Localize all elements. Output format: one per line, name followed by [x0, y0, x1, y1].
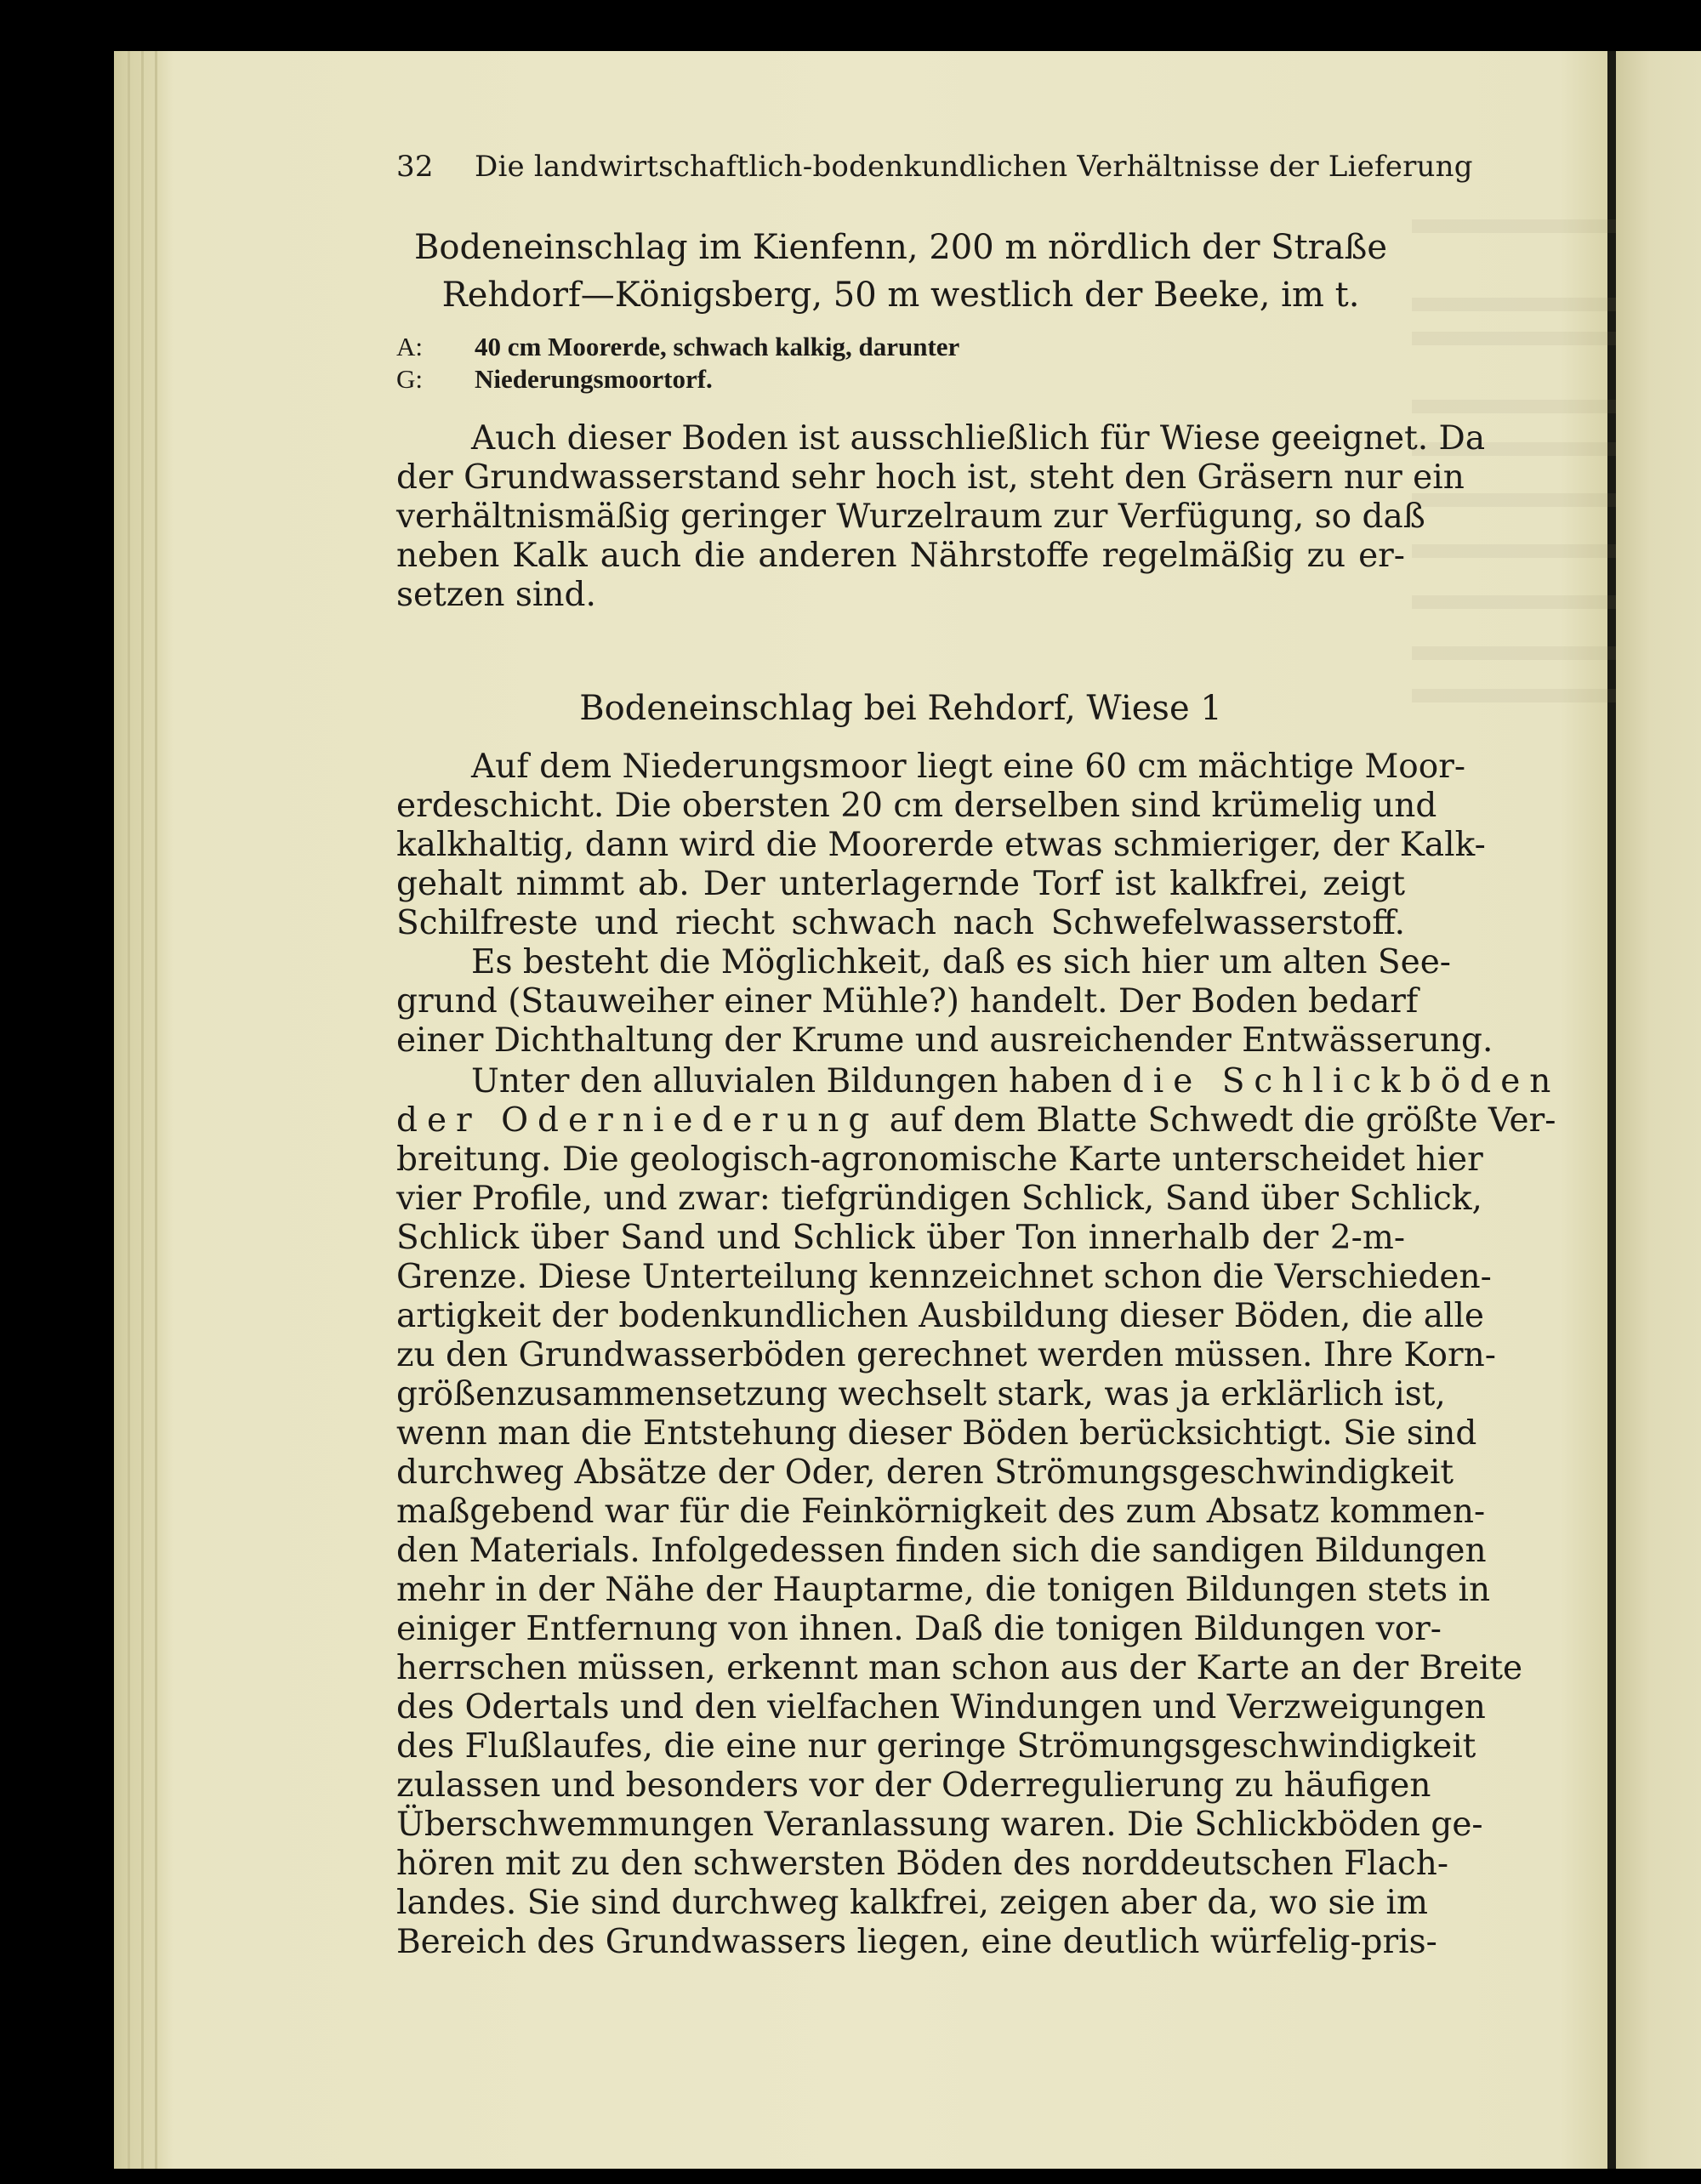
paragraph-line: vier Profile, und zwar: tiefgründigen Schlick, Sand über Schlick,: [396, 1180, 1482, 1218]
paragraph-line: Schilfreste und riecht schwach nach Schwefelwasserstoff.: [396, 904, 1405, 942]
paragraph-line: Bereich des Grundwassers liegen, eine deutlich würfelig-pris-: [396, 1923, 1437, 1961]
paragraph-line: mehr in der Nähe der Hauptarme, die tonigen Bildungen stets in: [396, 1571, 1491, 1609]
paragraph-line: einiger Entfernung von ihnen. Daß die tonigen Bildungen vor-: [396, 1610, 1442, 1648]
show-through-text: [1412, 544, 1616, 558]
running-head: [396, 150, 1473, 184]
horizon-code: A:: [396, 332, 423, 361]
paragraph-line: erdeschicht. Die obersten 20 cm derselben sind krümelig und: [396, 787, 1437, 825]
horizon-description: Niederungsmoortorf.: [475, 364, 713, 394]
paragraph-line: Schlick über Sand und Schlick über Ton innerhalb der 2-m-: [396, 1219, 1405, 1257]
paragraph-line: des Odertals und den vielfachen Windungen und Verzweigungen: [396, 1688, 1486, 1726]
paragraph-line: einer Dichthaltung der Krume und ausreichender Entwässerung.: [396, 1021, 1493, 1060]
text-run: Unter den alluvialen Bildungen haben: [471, 1062, 1112, 1101]
page-edge-line: [128, 51, 130, 2169]
paragraph-line: artigkeit der bodenkundlichen Ausbildung dieser Böden, die alle: [396, 1297, 1485, 1335]
running-head-title: Die landwirtschaftlich-bodenkundlichen Verhältnisse der Lieferung: [475, 150, 1473, 184]
paragraph-line: Auch dieser Boden ist ausschließlich für Wiese geeignet. Da: [471, 419, 1486, 458]
paragraph-line: Auf dem Niederungsmoor liegt eine 60 cm mächtige Moor-: [471, 748, 1466, 786]
show-through-text: [1412, 298, 1616, 311]
soil-profile-row: [396, 364, 713, 395]
section-heading-line: Rehdorf—Königsberg, 50 m westlich der Beeke, im t.: [441, 276, 1360, 315]
paragraph-line: größenzusammensetzung wechselt stark, was ja erklärlich ist,: [396, 1375, 1446, 1413]
paragraph-line: wenn man die Entstehung dieser Böden berücksichtigt. Sie sind: [396, 1414, 1477, 1453]
section-heading-line: Bodeneinschlag im Kienfenn, 200 m nördlich der Straße: [413, 228, 1388, 267]
page-stack-edge: [114, 51, 174, 2169]
show-through-text: [1412, 689, 1616, 702]
horizon-code: G:: [396, 364, 423, 394]
paragraph-line: durchweg Absätze der Oder, deren Strömungsgeschwindigkeit: [396, 1453, 1454, 1492]
paragraph-line: maßgebend war für die Feinkörnigkeit des zum Absatz kommen-: [396, 1493, 1486, 1531]
book-gutter: [1607, 51, 1616, 2169]
show-through-text: [1412, 332, 1616, 345]
page-edge-line: [155, 51, 157, 2169]
paragraph-line: Es besteht die Möglichkeit, daß es sich hier um alten See-: [471, 943, 1451, 981]
paragraph-line: landes. Sie sind durchweg kalkfrei, zeigen aber da, wo sie im: [396, 1884, 1428, 1922]
show-through-text: [1412, 595, 1616, 609]
paragraph-line: des Flußlaufes, die eine nur geringe Strömungsgeschwindigkeit: [396, 1727, 1476, 1766]
horizon-description: 40 cm Moorerde, schwach kalkig, darunter: [475, 332, 960, 361]
soil-profile-row: [396, 332, 959, 362]
paragraph-line: breitung. Die geologisch-agronomische Karte unterscheidet hier: [396, 1140, 1483, 1179]
show-through-text: [1412, 646, 1616, 660]
paragraph-line: grund (Stauweiher einer Mühle?) handelt. Der Boden bedarf: [396, 982, 1419, 1021]
paragraph-line: [396, 1062, 1561, 1101]
page-number: 32: [396, 150, 434, 184]
show-through-text: [1412, 219, 1616, 233]
show-through-text: [1412, 400, 1616, 413]
paragraph-line: gehalt nimmt ab. Der unterlagernde Torf ist kalkfrei, zeigt: [396, 865, 1405, 903]
facing-page-edge: [1616, 51, 1701, 2169]
paragraph-line: zu den Grundwasserböden gerechnet werden müssen. Ihre Korn-: [396, 1336, 1496, 1374]
page-edge-line: [141, 51, 144, 2169]
paragraph-line: zulassen und besonders vor der Oderregulierung zu häufigen: [396, 1766, 1431, 1805]
paragraph-line: setzen sind.: [396, 576, 596, 614]
spaced-emphasis: der Oderniederung: [396, 1101, 879, 1140]
paragraph-line: hören mit zu den schwersten Böden des norddeutschen Flach-: [396, 1845, 1449, 1883]
spaced-emphasis: die Schlickböden: [1122, 1062, 1561, 1101]
paragraph-line: Grenze. Diese Unterteilung kennzeichnet schon die Verschieden-: [396, 1258, 1492, 1296]
paragraph-line: kalkhaltig, dann wird die Moorerde etwas schmieriger, der Kalk-: [396, 826, 1486, 864]
paragraph-line: der Grundwasserstand sehr hoch ist, steht den Gräsern nur ein: [396, 458, 1465, 497]
paragraph-line: den Materials. Infolgedessen finden sich die sandigen Bildungen: [396, 1532, 1487, 1570]
text-run: auf dem Blatte Schwedt die größte Ver-: [889, 1101, 1556, 1140]
paragraph-line: [396, 1101, 1556, 1140]
paragraph-line: verhältnismäßig geringer Wurzelraum zur Verfügung, so daß: [396, 498, 1425, 536]
paragraph-line: herrschen müssen, erkennt man schon aus der Karte an der Breite: [396, 1649, 1523, 1687]
paragraph-line: neben Kalk auch die anderen Nährstoffe regelmäßig zu er-: [396, 537, 1405, 575]
paragraph-line: Überschwemmungen Veranlassung waren. Die Schlickböden ge-: [396, 1806, 1483, 1844]
section-heading: Bodeneinschlag bei Rehdorf, Wiese 1: [579, 689, 1222, 728]
